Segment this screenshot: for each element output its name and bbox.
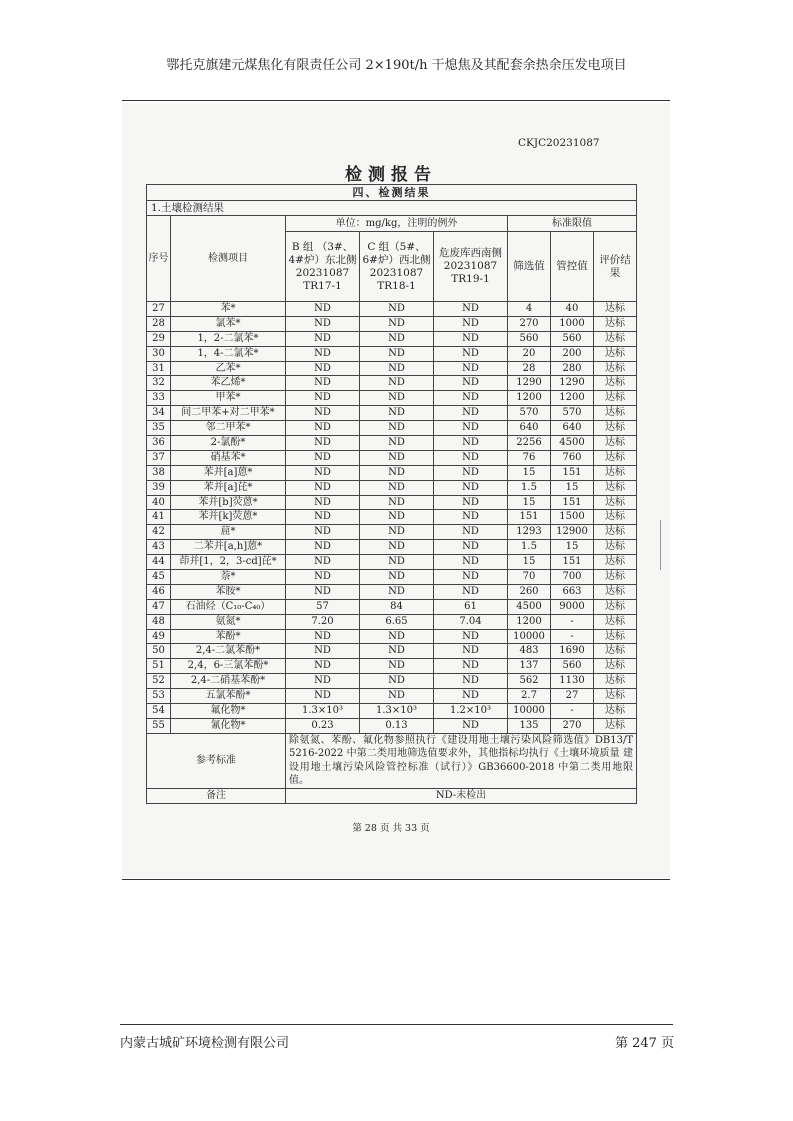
row-index: 49: [147, 629, 171, 644]
row-screen: 1200: [508, 614, 551, 629]
row-value-d: ND: [434, 302, 508, 317]
row-screen: 15: [508, 465, 551, 480]
row-control: 760: [551, 450, 594, 465]
row-value-d: ND: [434, 629, 508, 644]
row-value-d: ND: [434, 510, 508, 525]
header-item: 检测项目: [171, 216, 286, 302]
row-control: 570: [551, 406, 594, 421]
row-control: 1130: [551, 674, 594, 689]
header-index: 序号: [147, 216, 171, 302]
scan-artifact: [660, 520, 661, 570]
row-eval: 达标: [594, 510, 637, 525]
table-row: [147, 361, 637, 376]
row-item: 石油烃（C₁₀-C₄₀）: [171, 599, 286, 614]
row-eval: 达标: [594, 331, 637, 346]
row-control: 12900: [551, 525, 594, 540]
row-value-c: ND: [360, 644, 434, 659]
row-screen: 260: [508, 584, 551, 599]
row-index: 42: [147, 525, 171, 540]
table-row: [147, 465, 637, 480]
row-index: 38: [147, 465, 171, 480]
row-value-d: ND: [434, 718, 508, 733]
row-control: 151: [551, 465, 594, 480]
row-eval: 达标: [594, 391, 637, 406]
row-value-d: ND: [434, 644, 508, 659]
row-item: 苯乙烯*: [171, 376, 286, 391]
row-screen: 15: [508, 495, 551, 510]
table-row: [147, 316, 637, 331]
row-value-d: ND: [434, 331, 508, 346]
row-index: 30: [147, 346, 171, 361]
row-screen: 135: [508, 718, 551, 733]
row-value-b: ND: [286, 391, 360, 406]
row-item: 1，2-二氯苯*: [171, 331, 286, 346]
row-index: 33: [147, 391, 171, 406]
row-value-b: ND: [286, 302, 360, 317]
row-screen: 76: [508, 450, 551, 465]
row-value-c: ND: [360, 540, 434, 555]
row-eval: 达标: [594, 689, 637, 704]
row-eval: 达标: [594, 406, 637, 421]
row-value-c: ND: [360, 361, 434, 376]
row-value-d: ND: [434, 659, 508, 674]
row-item: 萘*: [171, 570, 286, 585]
table-row: [147, 629, 637, 644]
row-index: 51: [147, 659, 171, 674]
row-index: 34: [147, 406, 171, 421]
row-value-b: ND: [286, 436, 360, 451]
row-control: 9000: [551, 599, 594, 614]
row-index: 39: [147, 480, 171, 495]
row-value-d: 1.2×10³: [434, 704, 508, 719]
row-value-c: ND: [360, 331, 434, 346]
table-row: [147, 570, 637, 585]
row-screen: 70: [508, 570, 551, 585]
row-control: 1500: [551, 510, 594, 525]
row-item: 五氯苯酚*: [171, 689, 286, 704]
row-value-c: ND: [360, 584, 434, 599]
row-index: 36: [147, 436, 171, 451]
row-screen: 15: [508, 555, 551, 570]
row-eval: 达标: [594, 436, 637, 451]
row-index: 32: [147, 376, 171, 391]
table-row: [147, 421, 637, 436]
table-row: [147, 376, 637, 391]
row-value-d: ND: [434, 555, 508, 570]
row-index: 37: [147, 450, 171, 465]
row-index: 41: [147, 510, 171, 525]
row-value-c: ND: [360, 689, 434, 704]
row-value-b: 7.20: [286, 614, 360, 629]
row-value-b: ND: [286, 346, 360, 361]
footer-rule: [122, 879, 670, 880]
row-screen: 562: [508, 674, 551, 689]
row-value-b: ND: [286, 331, 360, 346]
row-index: 52: [147, 674, 171, 689]
header-sample-c: C 组（5#、6#炉）西北侧 20231087 TR18-1: [360, 232, 434, 302]
row-value-d: ND: [434, 391, 508, 406]
row-value-d: ND: [434, 376, 508, 391]
table-row: [147, 450, 637, 465]
report-code: CKJC20231087: [518, 137, 600, 149]
row-index: 40: [147, 495, 171, 510]
row-control: -: [551, 614, 594, 629]
row-screen: 560: [508, 331, 551, 346]
row-control: 270: [551, 718, 594, 733]
row-value-b: ND: [286, 689, 360, 704]
row-control: 27: [551, 689, 594, 704]
row-value-d: ND: [434, 689, 508, 704]
row-value-c: 1.3×10³: [360, 704, 434, 719]
row-screen: 270: [508, 316, 551, 331]
row-value-d: ND: [434, 584, 508, 599]
row-screen: 483: [508, 644, 551, 659]
row-value-c: ND: [360, 510, 434, 525]
row-value-d: ND: [434, 346, 508, 361]
header-control: 管控值: [551, 232, 594, 302]
header-sample-b: B 组 （3#、4#炉）东北侧 20231087 TR17-1: [286, 232, 360, 302]
table-row: [147, 406, 637, 421]
row-value-c: ND: [360, 316, 434, 331]
row-value-c: ND: [360, 302, 434, 317]
table-row: [147, 659, 637, 674]
row-control: 560: [551, 659, 594, 674]
table-row: [147, 644, 637, 659]
table-row: [147, 480, 637, 495]
row-screen: 1290: [508, 376, 551, 391]
row-value-c: ND: [360, 436, 434, 451]
row-index: 53: [147, 689, 171, 704]
row-eval: 达标: [594, 376, 637, 391]
row-screen: 1.5: [508, 540, 551, 555]
row-value-c: ND: [360, 659, 434, 674]
row-value-b: ND: [286, 510, 360, 525]
row-value-d: 61: [434, 599, 508, 614]
table-row: [147, 391, 637, 406]
row-eval: 达标: [594, 421, 637, 436]
row-eval: 达标: [594, 495, 637, 510]
row-value-d: ND: [434, 465, 508, 480]
table-row: [147, 584, 637, 599]
row-value-c: ND: [360, 480, 434, 495]
row-index: 27: [147, 302, 171, 317]
row-value-d: ND: [434, 421, 508, 436]
row-index: 48: [147, 614, 171, 629]
row-value-d: ND: [434, 361, 508, 376]
row-index: 29: [147, 331, 171, 346]
row-eval: 达标: [594, 674, 637, 689]
row-value-b: ND: [286, 376, 360, 391]
table-row: [147, 689, 637, 704]
row-screen: 20: [508, 346, 551, 361]
row-value-b: ND: [286, 406, 360, 421]
row-screen: 1293: [508, 525, 551, 540]
row-item: 氨氮*: [171, 614, 286, 629]
row-control: 151: [551, 555, 594, 570]
row-control: 4500: [551, 436, 594, 451]
row-value-c: ND: [360, 376, 434, 391]
row-eval: 达标: [594, 450, 637, 465]
row-control: 1000: [551, 316, 594, 331]
row-control: 700: [551, 570, 594, 585]
table-row: [147, 346, 637, 361]
row-screen: 4500: [508, 599, 551, 614]
row-value-b: ND: [286, 525, 360, 540]
row-value-b: ND: [286, 674, 360, 689]
row-value-c: ND: [360, 674, 434, 689]
row-eval: 达标: [594, 480, 637, 495]
row-index: 45: [147, 570, 171, 585]
row-value-b: 1.3×10³: [286, 704, 360, 719]
note-label: 备注: [147, 788, 286, 803]
soil-results-table: [146, 184, 637, 804]
row-item: 1，4-二氯苯*: [171, 346, 286, 361]
row-control: 663: [551, 584, 594, 599]
row-value-c: ND: [360, 525, 434, 540]
row-eval: 达标: [594, 555, 637, 570]
row-item: 氟化物*: [171, 704, 286, 719]
row-value-c: ND: [360, 346, 434, 361]
row-eval: 达标: [594, 659, 637, 674]
row-screen: 28: [508, 361, 551, 376]
table-row: [147, 331, 637, 346]
footer-rule-bottom: [120, 1024, 673, 1025]
row-value-c: 84: [360, 599, 434, 614]
row-item: 2,4-二氯苯酚*: [171, 644, 286, 659]
section-title: 四、检测结果: [147, 185, 637, 201]
row-value-b: ND: [286, 361, 360, 376]
row-eval: 达标: [594, 570, 637, 585]
unit-note: 单位：mg/kg，注明的例外: [286, 216, 508, 232]
row-value-b: ND: [286, 644, 360, 659]
row-value-d: ND: [434, 316, 508, 331]
row-index: 44: [147, 555, 171, 570]
row-value-c: ND: [360, 555, 434, 570]
row-eval: 达标: [594, 584, 637, 599]
table-row: [147, 540, 637, 555]
row-index: 43: [147, 540, 171, 555]
row-eval: 达标: [594, 614, 637, 629]
table-row: [147, 555, 637, 570]
row-eval: 达标: [594, 465, 637, 480]
row-control: 1200: [551, 391, 594, 406]
row-screen: 570: [508, 406, 551, 421]
row-eval: 达标: [594, 629, 637, 644]
row-index: 28: [147, 316, 171, 331]
row-control: 1290: [551, 376, 594, 391]
row-value-c: ND: [360, 629, 434, 644]
row-value-c: ND: [360, 450, 434, 465]
header-screen: 筛选值: [508, 232, 551, 302]
header-sample-d: 危废库西南侧 20231087 TR19-1: [434, 232, 508, 302]
row-eval: 达标: [594, 644, 637, 659]
row-value-c: ND: [360, 570, 434, 585]
row-value-d: 7.04: [434, 614, 508, 629]
row-screen: 4: [508, 302, 551, 317]
row-value-d: ND: [434, 525, 508, 540]
row-screen: 151: [508, 510, 551, 525]
row-eval: 达标: [594, 316, 637, 331]
row-value-c: ND: [360, 391, 434, 406]
row-screen: 10000: [508, 704, 551, 719]
row-index: 31: [147, 361, 171, 376]
row-index: 47: [147, 599, 171, 614]
row-value-b: ND: [286, 629, 360, 644]
row-value-d: ND: [434, 450, 508, 465]
row-eval: 达标: [594, 302, 637, 317]
row-item: 苯酚*: [171, 629, 286, 644]
row-value-b: ND: [286, 316, 360, 331]
row-value-b: ND: [286, 495, 360, 510]
row-index: 55: [147, 718, 171, 733]
row-item: 2-氯酚*: [171, 436, 286, 451]
row-item: 苯并[b]荧蒽*: [171, 495, 286, 510]
table-row: [147, 704, 637, 719]
row-item: 二苯并[a,h]蒽*: [171, 540, 286, 555]
row-eval: 达标: [594, 346, 637, 361]
row-value-b: ND: [286, 421, 360, 436]
row-control: 15: [551, 540, 594, 555]
row-value-b: ND: [286, 659, 360, 674]
row-screen: 1.5: [508, 480, 551, 495]
table-row: [147, 718, 637, 733]
row-control: 15: [551, 480, 594, 495]
standard-header: 标准限值: [508, 216, 637, 232]
table-row: [147, 436, 637, 451]
table-row: [147, 599, 637, 614]
row-screen: 2256: [508, 436, 551, 451]
row-item: 氯苯*: [171, 316, 286, 331]
row-control: 200: [551, 346, 594, 361]
row-item: 䓛*: [171, 525, 286, 540]
row-value-b: ND: [286, 570, 360, 585]
row-eval: 达标: [594, 361, 637, 376]
row-index: 50: [147, 644, 171, 659]
row-eval: 达标: [594, 599, 637, 614]
row-item: 甲苯*: [171, 391, 286, 406]
row-item: 硝基苯*: [171, 450, 286, 465]
row-value-b: ND: [286, 540, 360, 555]
row-control: 40: [551, 302, 594, 317]
row-control: 280: [551, 361, 594, 376]
row-value-b: ND: [286, 465, 360, 480]
row-item: 苯胺*: [171, 584, 286, 599]
row-value-d: ND: [434, 436, 508, 451]
row-item: 间二甲苯+对二甲苯*: [171, 406, 286, 421]
row-item: 苯并[k]荧蒽*: [171, 510, 286, 525]
row-control: 151: [551, 495, 594, 510]
subsection-title: 1.土壤检测结果: [147, 201, 637, 216]
row-item: 2,4，6-三氯苯酚*: [171, 659, 286, 674]
row-screen: 1200: [508, 391, 551, 406]
row-eval: 达标: [594, 704, 637, 719]
row-index: 46: [147, 584, 171, 599]
row-screen: 640: [508, 421, 551, 436]
row-control: -: [551, 629, 594, 644]
row-value-b: 57: [286, 599, 360, 614]
row-item: 茚并[1，2，3-cd]芘*: [171, 555, 286, 570]
row-value-c: ND: [360, 406, 434, 421]
row-screen: 137: [508, 659, 551, 674]
row-value-b: ND: [286, 584, 360, 599]
row-value-d: ND: [434, 480, 508, 495]
row-item: 乙苯*: [171, 361, 286, 376]
row-value-d: ND: [434, 495, 508, 510]
row-eval: 达标: [594, 718, 637, 733]
row-item: 苯并[a]蒽*: [171, 465, 286, 480]
row-value-b: ND: [286, 555, 360, 570]
note-text: ND-未检出: [286, 788, 637, 803]
row-control: 1690: [551, 644, 594, 659]
report-title: 检测报告: [345, 165, 437, 185]
row-control: 640: [551, 421, 594, 436]
row-value-b: ND: [286, 480, 360, 495]
row-item: 邻二甲苯*: [171, 421, 286, 436]
row-value-c: 6.65: [360, 614, 434, 629]
row-screen: 10000: [508, 629, 551, 644]
header-rule: [122, 100, 670, 101]
table-row: [147, 674, 637, 689]
page-header: 鄂托克旗建元煤焦化有限责任公司 2×190t/h 干熄焦及其配套余热余压发电项目: [166, 58, 627, 73]
footer-page: 第 247 页: [615, 1036, 675, 1051]
row-screen: 2.7: [508, 689, 551, 704]
row-item: 2,4-二硝基苯酚*: [171, 674, 286, 689]
footer-company: 内蒙古城矿环境检测有限公司: [120, 1036, 290, 1051]
row-value-b: ND: [286, 450, 360, 465]
header-eval: 评价结果: [594, 232, 637, 302]
row-eval: 达标: [594, 540, 637, 555]
table-row: [147, 525, 637, 540]
table-row: [147, 614, 637, 629]
row-value-b: 0.23: [286, 718, 360, 733]
row-value-c: 0.13: [360, 718, 434, 733]
row-value-c: ND: [360, 465, 434, 480]
reference-text: 除氨氮、苯酚、氟化物参照执行《建设用地土壤污染风险筛选值》DB13/T 5216-2022 中第二类用地筛选值要求外，其他指标均执行《土壤环境质量 建设用地土壤污染风险管控标准（试行）》GB36600-2018 中第二类用地限值。: [286, 733, 637, 788]
row-control: -: [551, 704, 594, 719]
row-item: 氰化物*: [171, 718, 286, 733]
row-control: 560: [551, 331, 594, 346]
row-value-d: ND: [434, 406, 508, 421]
row-value-d: ND: [434, 674, 508, 689]
row-index: 35: [147, 421, 171, 436]
report-page-number: 第 28 页 共 33 页: [352, 823, 430, 834]
row-eval: 达标: [594, 525, 637, 540]
row-value-c: ND: [360, 495, 434, 510]
table-row: [147, 495, 637, 510]
table-row: [147, 510, 637, 525]
row-item: 苯并[a]芘*: [171, 480, 286, 495]
row-index: 54: [147, 704, 171, 719]
reference-label: 参考标准: [147, 733, 286, 788]
row-value-c: ND: [360, 421, 434, 436]
row-item: 苯*: [171, 302, 286, 317]
row-value-d: ND: [434, 540, 508, 555]
table-row: [147, 302, 637, 317]
row-value-d: ND: [434, 570, 508, 585]
